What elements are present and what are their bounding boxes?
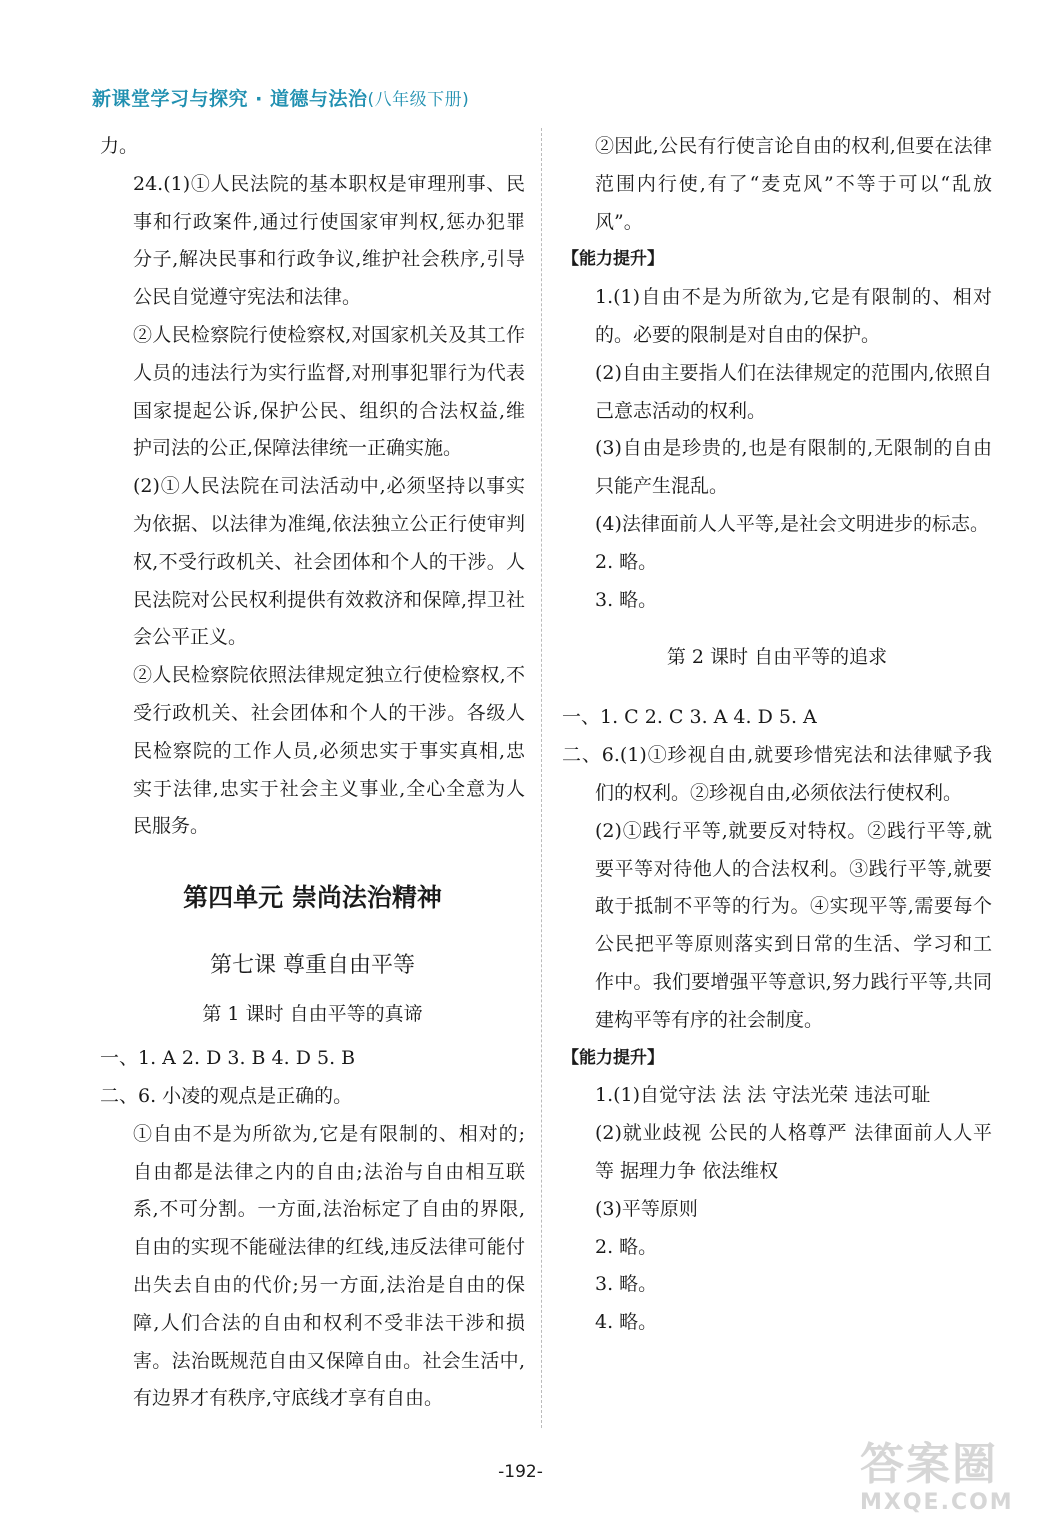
ability-answer-3: 3. 略。 [595, 1273, 658, 1296]
page-number: -192- [498, 1462, 543, 1482]
question-6-1-answer: 二、6.(1)①珍视自由,就要珍惜宪法和法律赋予我们的权利。②珍视自由,必须依法行使权利。 [562, 744, 992, 804]
ability-answer-1-3: (3)自由是珍贵的,也是有限制的,无限制的自由只能产生混乱。 [595, 437, 992, 498]
book-grade: (八年级下册) [367, 90, 470, 110]
ability-answer-2: 2. 略。 [595, 1235, 658, 1258]
section-heading: 【能力提升】 [562, 249, 664, 270]
answer-24-1-procuratorate: ②人民检察院行使检察权,对国家机关及其工作人员的违法行为实行监督,对刑事犯罪行为代表国家提起公诉,保护公民、组织的合法权益,维护司法的公正,保障法律统一正确实施。 [133, 323, 525, 460]
ability-answer-1-1: 1.(1)自由不是为所欲为,它是有限制的、相对的。必要的限制是对自由的保护。 [595, 286, 992, 346]
ability-answer-1-3: (3)平等原则 [595, 1197, 698, 1220]
answer-24-1-court: 24.(1)①人民法院的基本职权是审理刑事、民事和行政案件,通过行使国家审判权,惩办犯罪分子,解决民事和行政争议,维护社会秩序,引导公民自觉遵守宪法和法律。 [133, 172, 525, 309]
ability-answer-2: 2. 略。 [595, 550, 658, 573]
column-divider [541, 128, 542, 1428]
choice-answers: 一、1. A 2. D 3. B 4. D 5. B [100, 1047, 356, 1070]
answer-24-2-court: (2)①人民法院在司法活动中,必须坚持以事实为依据、以法律为准绳,依法独立公正行使审判权,不受行政机关、社会团体和个人的干涉。人民法院对公民权利提供有效救济和保障,捍卫社会公平正义。 [133, 475, 525, 649]
lesson-title: 第七课 尊重自由平等 [210, 953, 415, 979]
book-title: 新课堂学习与探究 · 道德与法治 [92, 88, 368, 110]
watermark-top: 答案圈 [860, 1439, 998, 1490]
ability-answer-3: 3. 略。 [595, 588, 658, 611]
watermark-logo [860, 1440, 1030, 1530]
unit-title: 第四单元 崇尚法治精神 [183, 883, 442, 913]
section-heading: 【能力提升】 [562, 1047, 664, 1068]
text-line: 力。 [100, 135, 139, 157]
choice-answers: 一、1. C 2. C 3. A 4. D 5. A [562, 706, 817, 729]
question-6-answer: 二、6. 小凌的观点是正确的。 [100, 1084, 353, 1107]
period-title: 第 2 课时 自由平等的追求 [666, 646, 888, 669]
ability-answer-1-1: 1.(1)自觉守法 法 法 守法光荣 违法可耻 [595, 1084, 931, 1107]
question-6-2-answer: (2)①践行平等,就要反对特权。②践行平等,就要平等对待他人的合法权利。③践行平等,就要敢于抵制不平等的行为。④实现平等,需要每个公民把平等原则落实到日常的生活、学习和工作中。我们要增强平等意识,努力践行平等,共同建构平等有序的社会制度。 [595, 819, 992, 1031]
question-6-explanation: ①自由不是为所欲为,它是有限制的、相对的;自由都是法律之内的自由;法治与自由相互联系,不可分割。一方面,法治标定了自由的界限,自由的实现不能碰法律的红线,违反法律可能付出失去自由的代价;另一方面,法治是自由的保障,人们合法的自由和权利不受非法干涉和损害。法治既规范自由又保障自由。社会生活中,有边界才有秩序,守底线才享有自由。 [133, 1122, 525, 1410]
page-header [92, 84, 469, 111]
left-column [100, 128, 525, 1418]
answer-24-2-procuratorate: ②人民检察院依照法律规定独立行使检察权,不受行政机关、社会团体和个人的干涉。各级人民检察院的工作人员,必须忠实于事实真相,忠实于法律,忠实于社会主义事业,全心全意为人民服务。 [133, 664, 525, 838]
ability-answer-4: 4. 略。 [595, 1311, 658, 1334]
ability-answer-1-4: (4)法律面前人人平等,是社会文明进步的标志。 [595, 512, 989, 535]
right-column [562, 128, 992, 1342]
period-title: 第 1 课时 自由平等的真谛 [202, 1003, 423, 1026]
text-paragraph: ②因此,公民有行使言论自由的权利,但要在法律范围内行使,有了“麦克风”不等于可以“乱放风”。 [595, 135, 992, 233]
watermark-bottom: MXQE.COM [860, 1490, 1014, 1515]
ability-answer-1-2: (2)自由主要指人们在法律规定的范围内,依照自己意志活动的权利。 [595, 361, 992, 422]
ability-answer-1-2: (2)就业歧视 公民的人格尊严 法律面前人人平等 据理力争 依法维权 [595, 1122, 992, 1182]
